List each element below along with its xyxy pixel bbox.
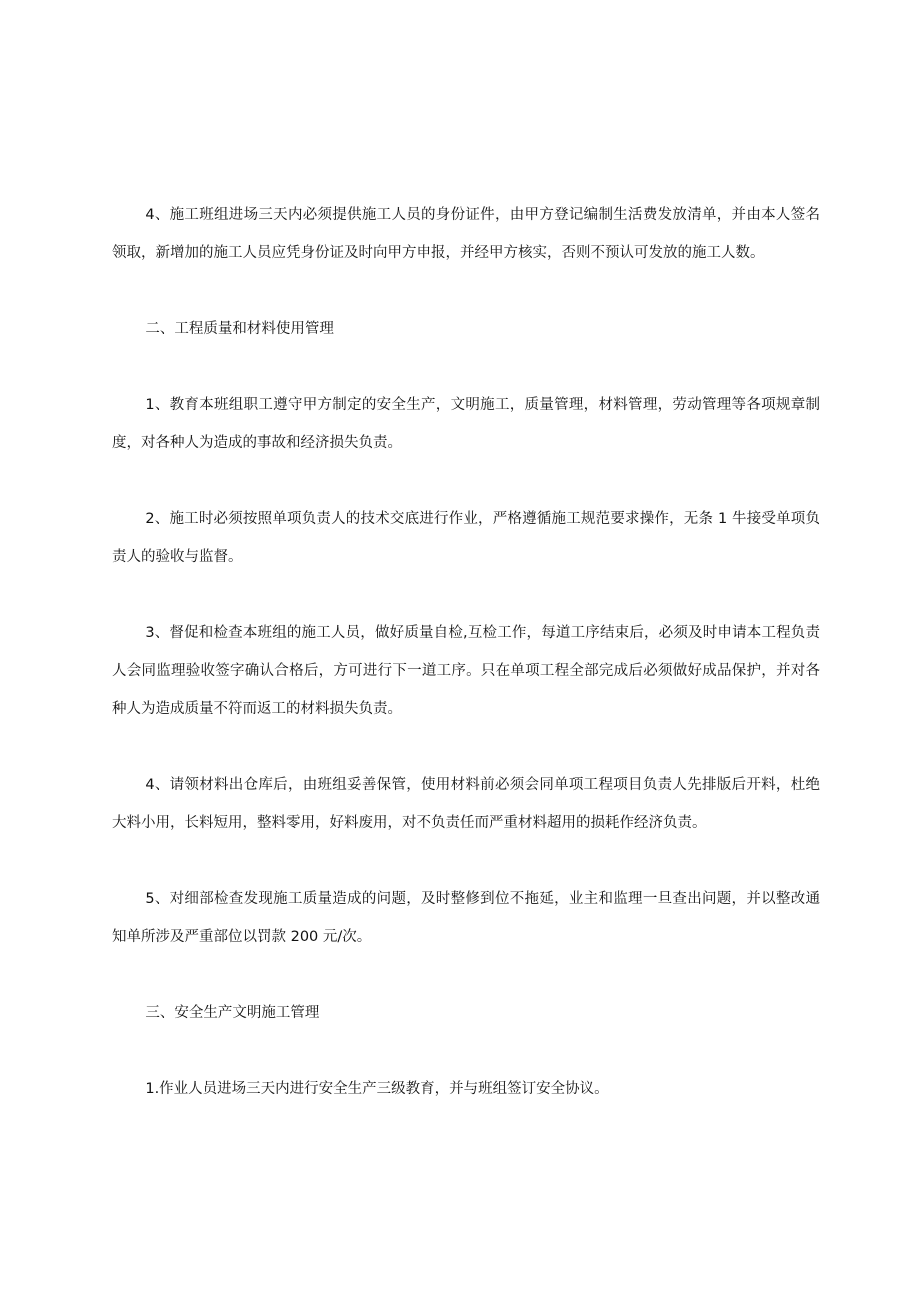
paragraph-worker-id-registration: 4、施工班组进场三天内必须提供施工人员的身份证件，由甲方登记编制生活费发放清单，并由本人签名领取，新增加的施工人员应凭身份证及时向甲方申报，并经甲方核实，否则不预认可发放的施工人数。 (112, 207, 820, 261)
paragraph-technical-briefing: 2、施工时必须按照单项负责人的技术交底进行作业，严格遵循施工规范要求操作，无条 1 牛接受单项负责人的验收与监督。 (112, 511, 820, 565)
paragraph-material-custody: 4、请领材料出仓库后，由班组妥善保管，使用材料前必须会同单项工程项目负责人先排版后开料，杜绝大料小用，长料短用，整料零用，好料废用，对不负责任而严重材料超用的损耗作经济负责。 (112, 777, 820, 831)
paragraph-quality-inspection: 3、督促和检查本班组的施工人员，做好质量自检,互检工作，每道工序结束后，必须及时申请本工程负责人会同监理验收签字确认合格后，方可进行下一道工序。只在单项工程全部完成后必须做好成品保护，并对各种人为造成质量不符而返工的材料损失负责。 (112, 625, 820, 717)
paragraph-rules-education: 1、教育本班组职工遵守甲方制定的安全生产，文明施工，质量管理，材料管理，劳动管理等各项规章制度，对各种人为造成的事故和经济损失负责。 (112, 397, 820, 451)
section-heading-safety-civilized: 三、安全生产文明施工管理 (145, 1005, 320, 1021)
paragraph-defect-rectification: 5、对细部检查发现施工质量造成的问题，及时整修到位不拖延，业主和监理一旦查出问题，并以整改通知单所涉及严重部位以罚款 200 元/次。 (112, 891, 820, 945)
paragraph-safety-education: 1.作业人员进场三天内进行安全生产三级教育，并与班组签订安全协议。 (145, 1081, 609, 1097)
document-body (112, 196, 820, 1146)
section-heading-quality-materials: 二、工程质量和材料使用管理 (145, 321, 334, 337)
